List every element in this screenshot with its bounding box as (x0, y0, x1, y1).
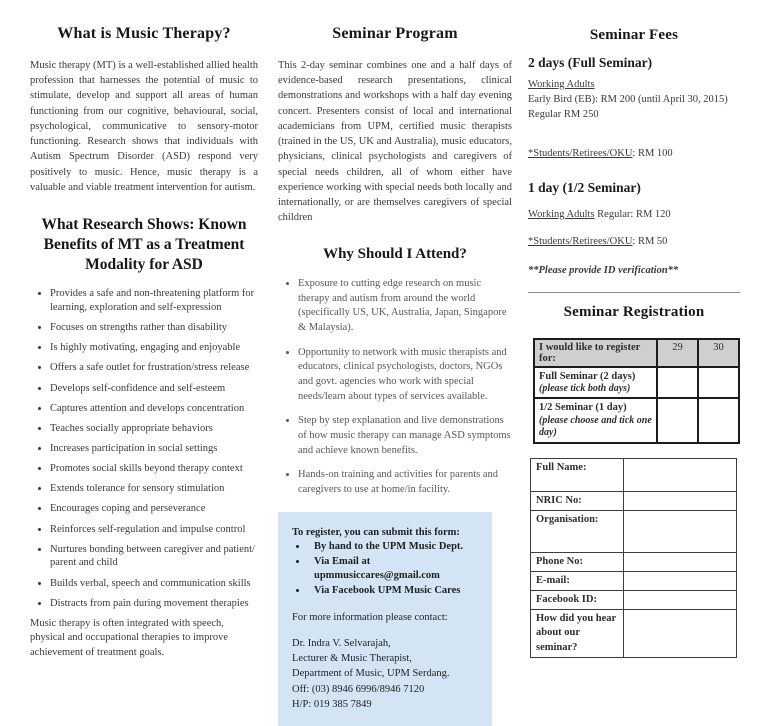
phone-field[interactable] (624, 552, 737, 571)
heading-research-benefits: What Research Shows: Known Benefits of MT as a Treatment Modality for ASD (41, 215, 247, 274)
working-adults-label: Working Adults (528, 78, 595, 90)
reason-item: • Opportunity to network with music therapists and educators, clinical psychologists, doctors, NGOs and govt. agencies who work with special needs/learn about types of services available. (298, 346, 512, 405)
id-verification-note: **Please provide ID verification** (528, 265, 679, 277)
benefit-item: • Builds verbal, speech and communication skills (50, 577, 258, 591)
students-price-full: *Students/Retirees/OKU: RM 100 (528, 148, 673, 160)
day-29-header: 29 (657, 339, 698, 367)
full-seminar-fee-title: 2 days (Full Seminar) (528, 54, 653, 70)
nric-field[interactable] (624, 491, 737, 510)
nric-label: NRIC No: (531, 491, 624, 510)
full-seminar-row (534, 367, 739, 399)
email-label: E-mail: (531, 571, 624, 590)
form-row-organisation (531, 510, 737, 552)
column-fees-registration (528, 0, 740, 658)
benefit-item: • Increases participation in social settings (50, 442, 258, 456)
reason-item: • Step by step explanation and live demonstrations of how music therapy can manage ASD symptoms and achieve known benefits. (298, 414, 512, 458)
benefit-item: • Is highly motivating, engaging and enjoyable (50, 341, 258, 355)
section-divider (528, 292, 740, 293)
benefit-item: • Offers a safe outlet for frustration/stress release (50, 361, 258, 375)
paragraph-seminar-program: This 2-day seminar combines one and a half days of evidence-based research presentations, clinical demonstrations and workshops with a half day evening concert. Presenters consist of local and international academicians from UPM, certified music therapists (trained in the US, UK and Australia), music educators, physicians, clinical psychologists and caregivers of special needs children, all of whom either have experience working with special needs both locally and internationally, or are themselves caregivers of special children (278, 60, 512, 224)
more-info-label: For more information please contact: (292, 611, 448, 623)
register-for-header: I would like to register for: (534, 339, 657, 367)
why-attend-list (278, 277, 512, 498)
half-seminar-day30-tickbox[interactable] (698, 398, 739, 442)
facebook-id-label: Facebook ID: (531, 591, 624, 610)
heading-seminar-program: Seminar Program (332, 25, 458, 42)
half-seminar-row (534, 398, 739, 442)
benefit-item: • Encourages coping and perseverance (50, 502, 258, 516)
organisation-field[interactable] (624, 510, 737, 552)
benefit-item: • Develops self-confidence and self-esteem (50, 382, 258, 396)
students-price-half: *Students/Retirees/OKU: RM 50 (528, 235, 668, 247)
benefit-item: • Nurtures bonding between caregiver and patient/ parent and child (50, 543, 258, 570)
facebook-id-field[interactable] (624, 591, 737, 610)
full-name-label: Full Name: (531, 458, 624, 491)
contact-office-phone: Off: (03) 8946 6996/8946 7120 (292, 683, 425, 695)
reason-item: • Exposure to cutting edge research on music therapy and autism from around the world (specifically US, UK, Australia, Japan, Singapore & Malaysia). (298, 277, 512, 336)
benefits-list (30, 287, 258, 610)
organisation-label: Organisation: (531, 510, 624, 552)
submit-methods-list (292, 540, 480, 599)
form-row-phone (531, 552, 737, 571)
heading-why-attend: Why Should I Attend? (323, 246, 467, 263)
form-row-facebook (531, 591, 737, 610)
half-seminar-day29-tickbox[interactable] (657, 398, 698, 442)
submit-form-intro: To register, you can submit this form: (292, 526, 460, 538)
registration-contact-box (278, 512, 492, 726)
submit-method-email: • Via Email at upmmusiccares@gmail.com (308, 555, 480, 584)
contact-title: Lecturer & Music Therapist, (292, 653, 412, 665)
day-30-header: 30 (698, 339, 739, 367)
benefit-item: • Captures attention and develops concentration (50, 402, 258, 416)
paragraph-music-therapy-intro: Music therapy (MT) is a well-established allied health profession that harnesses the potential of music to stimulate, develop and support all areas of human functioning from our cognitive, behavioural, social, psychological, communicative to sensory-motor functioning. Research shows that individuals with Autism Spectrum Disorder (ASD) respond very positively to music. Hence, music therapy is a valuable and viable treatment intervention for autism. (30, 60, 258, 193)
heading-seminar-fees: Seminar Fees (589, 27, 679, 43)
benefit-item: • Teaches socially appropriate behaviors (50, 422, 258, 436)
registration-options-table (533, 338, 740, 444)
contact-name: Dr. Indra V. Selvarajah, (292, 638, 391, 650)
hear-about-field[interactable] (624, 610, 737, 658)
phone-label: Phone No: (531, 552, 624, 571)
hear-about-label: How did you hear about our seminar? (531, 610, 624, 658)
contact-mobile-phone: H/P: 019 385 7849 (292, 698, 372, 710)
benefit-item: • Reinforces self-regulation and impulse control (50, 523, 258, 537)
benefit-item: • Focuses on strengths rather than disability (50, 321, 258, 335)
form-row-full-name (531, 458, 737, 491)
benefit-item: • Extends tolerance for sensory stimulation (50, 482, 258, 496)
registration-table-header-row (534, 339, 739, 367)
form-row-email (531, 571, 737, 590)
column-what-is-music-therapy (30, 0, 258, 661)
contact-department: Department of Music, UPM Serdang. (292, 668, 450, 680)
working-adults-half-price: Working Adults Regular: RM 120 (528, 208, 671, 220)
submit-method-hand: • By hand to the UPM Music Dept. (308, 540, 480, 555)
heading-what-is-music-therapy: What is Music Therapy? (57, 25, 231, 42)
benefit-item: • Promotes social skills beyond therapy context (50, 462, 258, 476)
column-seminar-program (278, 0, 512, 726)
full-name-field[interactable] (624, 458, 737, 491)
early-bird-price: Early Bird (EB): RM 200 (until April 30, 2015) (528, 93, 728, 105)
full-seminar-day30-tickbox[interactable] (698, 367, 739, 399)
email-field[interactable] (624, 571, 737, 590)
heading-seminar-registration: Seminar Registration (563, 304, 705, 321)
contact-details (292, 636, 480, 712)
benefit-item: • Provides a safe and non-threatening platform for learning, exploration and self-expression (50, 287, 258, 314)
reason-item: • Hands-on training and activities for parents and caregivers to use at home/in facility. (298, 468, 512, 497)
benefit-item: • Distracts from pain during movement therapies (50, 597, 258, 611)
full-seminar-option: Full Seminar (2 days) (please tick both days) (534, 367, 657, 399)
form-row-hear-about (531, 610, 737, 658)
regular-price: Regular RM 250 (528, 109, 599, 121)
half-seminar-fee-title: 1 day (1/2 Seminar) (528, 179, 641, 195)
submit-method-facebook: • Via Facebook UPM Music Cares (308, 584, 480, 599)
half-seminar-option: 1/2 Seminar (1 day) (please choose and tick one day) (534, 398, 657, 442)
form-row-nric (531, 491, 737, 510)
paragraph-integration-note: Music therapy is often integrated with speech, physical and occupational therapies to improve achievement of treatment goals. (30, 617, 228, 659)
full-seminar-day29-tickbox[interactable] (657, 367, 698, 399)
registration-form-table (530, 458, 737, 658)
